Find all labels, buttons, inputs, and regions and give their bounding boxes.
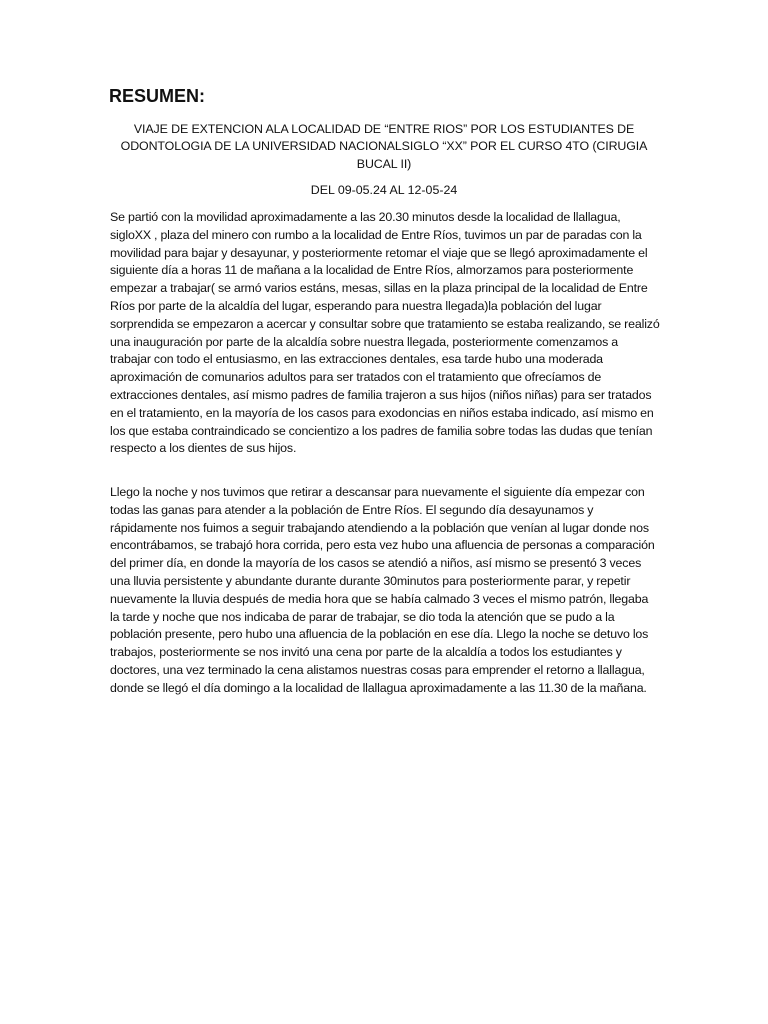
document-subtitle: VIAJE DE EXTENCION ALA LOCALIDAD DE “ENTRE RIOS” POR LOS ESTUDIANTES DE ODONTOLOGIA DE LA UNIVERSIDAD NACIONALSIGLO “XX” POR EL CURSO 4TO (CIRUGIA BUCAL II) [120, 122, 648, 171]
page-title: RESUMEN: [109, 86, 206, 106]
body-paragraph-2: Llego la noche y nos tuvimos que retirar a descansar para nuevamente el siguiente día empezar con todas las ganas para atender a la población de Entre Ríos. El segundo día desayunamos y rápidamente nos fuimos a seguir trabajando atendiendo a la población que venían al lugar donde nos encontrábamos, se trabajó hora corrida, pero esta vez hubo una afluencia de personas a comparación del primer día, en donde la mayoría de los casos se atendió a niños, así mismo se presentó 3 veces una lluvia persistente y abundante durante durante 30minutos para posteriormente parar, y repetir nuevamente la lluvia después de media hora que se había calmado 3 veces el mismo patrón, llegaba la tarde y noche que nos indicaba de parar de trabajar, se dio toda la atención que se pudo a la población presente, pero hubo una afluencia de la población en ese día. Llego la noche se detuvo los trabajos, posteriormente se nos invitó una cena por parte de la alcaldía a todos los estudiantes y doctores, una vez terminado la cena alistamos nuestras cosas para emprender el retorno a llallagua, donde se llegó el día domingo a la localidad de llallagua aproximadamente a las 11.30 de la mañana. [110, 485, 655, 695]
date-range: DEL 09-05.24 AL 12-05-24 [310, 183, 458, 197]
body-paragraph-1: Se partió con la movilidad aproximadamente a las 20.30 minutos desde la localidad de llallagua, sigloXX , plaza del minero con rumbo a la localidad de Entre Ríos, tuvimos un par de paradas con la movilidad para bajar y desayunar, y posteriormente retomar el viaje que se llegó aproximadamente el siguiente día a horas 11 de mañana a la localidad de Entre Ríos, almorzamos para posteriormente empezar a trabajar( se armó varios estáns, mesas, sillas en la plaza principal de la localidad de Entre Ríos por parte de la alcaldía del lugar, esperando para nuestra llegada)la población del lugar sorprendida se empezaron a acercar y consultar sobre que tratamiento se estaba realizando, se realizó una inauguración por parte de la alcaldía sobre nuestra llegada, posteriormente comenzamos a trabajar con todo el entusiasmo, en las extracciones dentales, esa tarde hubo una moderada aproximación de comunarios adultos para ser tratados con el tratamiento que ofrecíamos de extracciones dentales, así mismo padres de familia trajeron a sus hijos (niños niñas) para ser tratados en el tratamiento, en la mayoría de los casos para exodoncias en niños estaba indicado, así mismo en los que estaba contraindicado se concientizo a los padres de familia sobre todas las dudas que tenían respecto a los dientes de sus hijos. [110, 210, 660, 456]
